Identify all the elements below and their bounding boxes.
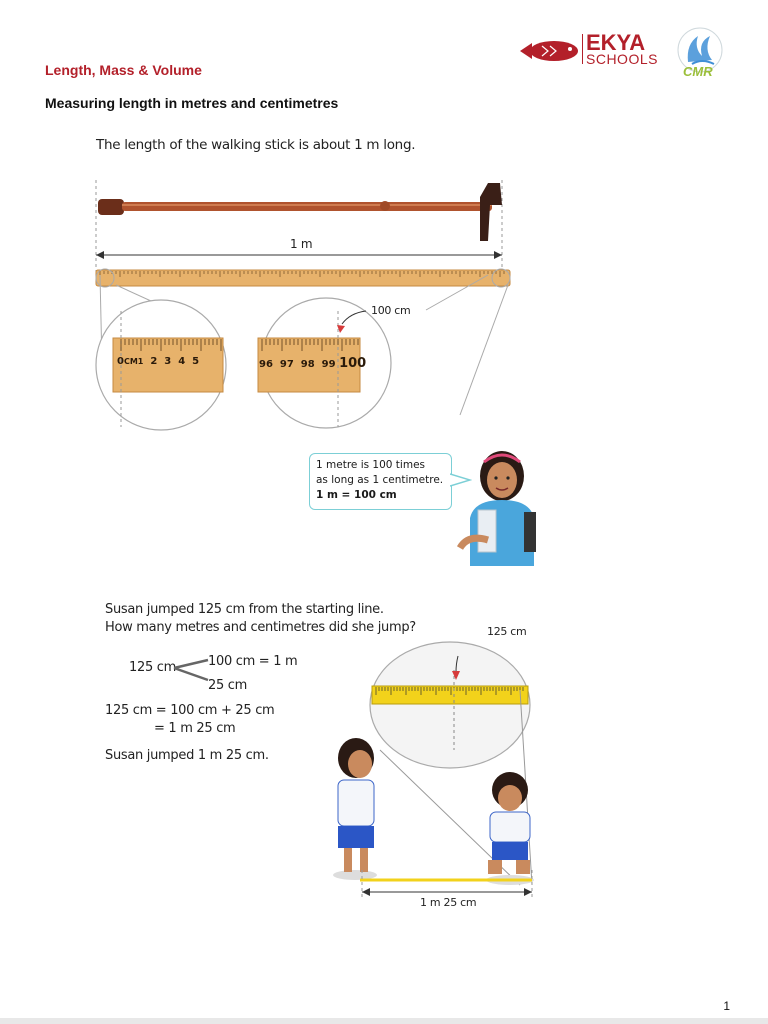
split-total: 125 cm (129, 660, 176, 675)
distance-label: 1 m 25 cm (420, 896, 477, 909)
split-branch (172, 655, 212, 685)
walking-stick-illustration (88, 175, 518, 440)
page-bottom-bar (0, 1018, 768, 1024)
girl-illustration (454, 448, 540, 573)
jump-question-line-1: Susan jumped 125 cm from the starting line. (105, 602, 384, 617)
logo-cmr-name: CMR (683, 64, 713, 79)
logo-ekya-sub: SCHOOLS (586, 51, 658, 67)
stick-handle (480, 183, 502, 241)
logo-divider (582, 34, 583, 64)
hundred-cm-callout: 100 cm (371, 304, 411, 317)
left-ruler-labels: 0CM1 2 3 4 5 (117, 356, 200, 367)
speech-line-1: 1 metre is 100 times (316, 459, 426, 471)
tape-measure-illustration (320, 630, 550, 910)
stick-tip (98, 199, 124, 215)
stick-shaft (122, 202, 492, 211)
speech-bubble (309, 453, 452, 510)
tape-125cm-label: 125 cm (487, 625, 527, 638)
split-part-1: 100 cm = 1 m (208, 654, 298, 669)
equation-line-2: = 1 m 25 cm (154, 721, 236, 736)
fish-logo-icon (518, 38, 582, 64)
split-part-2: 25 cm (208, 678, 247, 693)
logo-ekya-name: EKYA (586, 30, 646, 55)
right-ruler-labels: 96 97 98 99 100 (259, 356, 367, 371)
stick-intro-text: The length of the walking stick is about 1 m long. (96, 137, 416, 153)
tape-zoom-ellipse (370, 642, 530, 768)
section-title: Measuring length in metres and centimetres (45, 95, 339, 111)
stick-length-label: 1 m (290, 237, 313, 251)
tape-strip (372, 686, 528, 704)
page-number: 1 (723, 999, 730, 1013)
speech-line-3: 1 m = 100 cm (316, 489, 397, 501)
jump-answer: Susan jumped 1 m 25 cm. (105, 748, 269, 763)
chapter-title: Length, Mass & Volume (45, 62, 202, 78)
equation-line-1: 125 cm = 100 cm + 25 cm (105, 703, 275, 718)
jump-question-line-2: How many metres and centimetres did she jump? (105, 620, 416, 635)
speech-line-2: as long as 1 centimetre. (316, 474, 444, 486)
